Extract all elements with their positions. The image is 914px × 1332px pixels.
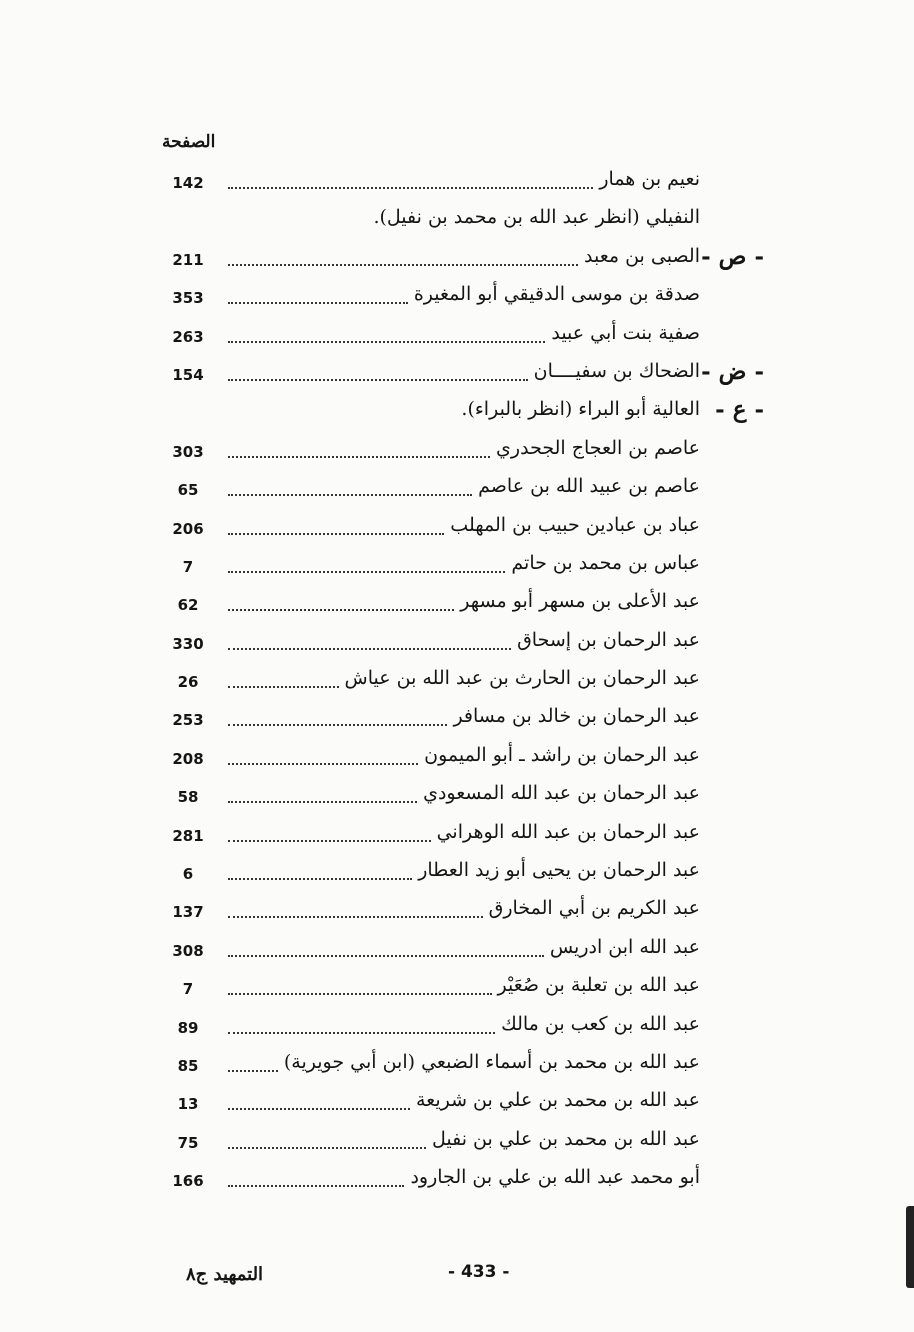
entry-page-number: 13	[177, 1095, 199, 1114]
entry-page-number: 308	[172, 941, 204, 960]
entry-page-number: 263	[172, 327, 204, 346]
leader-dots	[228, 1068, 278, 1072]
index-entry	[0, 396, 914, 434]
index-entries	[0, 166, 914, 1203]
index-entry	[0, 204, 914, 242]
index-entry	[0, 742, 914, 780]
index-entry	[0, 1011, 914, 1049]
leader-dots	[228, 531, 444, 535]
entry-name: عبد الرحمان بن راشد ـ أبو الميمون	[424, 743, 700, 766]
index-entry	[0, 857, 914, 895]
entry-page-number: 211	[172, 250, 204, 269]
leader-dots	[228, 1183, 404, 1187]
entry-page-number: 7	[182, 980, 194, 999]
entry-page-number: 142	[172, 174, 204, 192]
entry-page-number: 137	[172, 903, 204, 922]
entry-page-number: 206	[172, 519, 204, 538]
index-entry	[0, 972, 914, 1010]
entry-name: عبد الرحمان بن عبد الله الوهراني	[436, 820, 700, 843]
page-column-header: الصفحة	[162, 132, 216, 152]
index-entry	[0, 166, 914, 204]
entry-name: صدقة بن موسى الدقيقي أبو المغيرة	[413, 283, 700, 306]
leader-dots	[228, 607, 454, 611]
index-entry	[0, 627, 914, 665]
leader-dots	[228, 646, 511, 650]
index-entry	[0, 665, 914, 703]
entry-page-number: 6	[182, 865, 194, 884]
leader-dots	[228, 300, 408, 304]
entry-name: عبد الله بن كعب بن مالك	[501, 1012, 700, 1035]
leader-dots	[228, 991, 492, 995]
index-entry	[0, 1126, 914, 1164]
entry-name: عبد الله بن محمد بن علي بن نفيل	[431, 1127, 700, 1150]
entry-name: الضحاك بن سفيــــان	[533, 359, 700, 382]
section-letter: - ص -	[701, 242, 764, 270]
entry-page-number: 208	[172, 749, 204, 768]
entry-name: صفية بنت أبي عبيد	[551, 321, 700, 344]
entry-name: عبد الأعلى بن مسهر أبو مسهر	[460, 590, 700, 613]
entry-page-number: 166	[172, 1172, 204, 1191]
index-entry	[0, 780, 914, 818]
leader-dots	[228, 876, 412, 880]
index-entry	[0, 473, 914, 511]
entry-name: النفيلي (انظر عبد الله بن محمد بن نفيل).	[373, 206, 700, 229]
entry-page-number: 65	[177, 481, 199, 500]
section-letter: - ع -	[715, 396, 764, 424]
leader-dots	[228, 799, 417, 803]
entry-name: نعيم بن همار	[599, 168, 700, 190]
leader-dots	[228, 262, 578, 266]
index-entry	[0, 1049, 914, 1087]
index-entry	[0, 819, 914, 857]
entry-name: عبد الرحمان بن إسحاق	[517, 628, 700, 651]
section-letter: - ض -	[701, 357, 764, 385]
leader-dots	[228, 838, 431, 842]
book-title: التمهيد ج٨	[186, 1264, 264, 1285]
leader-dots	[228, 722, 447, 726]
index-entry	[0, 588, 914, 626]
index-entry	[0, 1087, 914, 1125]
entry-name: أبو محمد عبد الله بن علي بن الجارود	[410, 1166, 700, 1189]
index-entry	[0, 512, 914, 550]
entry-name: عبد الرحمان بن عبد الله المسعودي	[423, 782, 700, 805]
index-entry	[0, 281, 914, 319]
leader-dots	[228, 761, 418, 765]
leader-dots	[228, 684, 339, 688]
leader-dots	[228, 377, 528, 381]
entry-name: عبد الرحمان بن الحارث بن عبد الله بن عياش	[344, 667, 700, 690]
entry-name: عبد الرحمان بن يحيى أبو زيد العطار	[418, 859, 700, 882]
leader-dots	[228, 454, 490, 458]
page-number: - 433 -	[448, 1262, 510, 1282]
leader-dots	[228, 953, 544, 957]
leader-dots	[228, 185, 593, 189]
entry-name: عبد الله ابن ادريس	[549, 935, 700, 958]
index-entry	[0, 703, 914, 741]
entry-name: الصبى بن معبد	[584, 244, 700, 267]
leader-dots	[228, 339, 545, 343]
entry-page-number: 85	[177, 1056, 199, 1075]
entry-name: عبد الله بن محمد بن أسماء الضبعي (ابن أبي جويرية)	[283, 1050, 700, 1073]
index-entry	[0, 934, 914, 972]
index-entry	[0, 435, 914, 473]
entry-name: عبد الله بن تعلبة بن صُعَيْر	[497, 974, 700, 997]
entry-name: عاصم بن العجاج الجحدري	[496, 436, 700, 459]
index-entry	[0, 550, 914, 588]
leader-dots	[228, 569, 505, 573]
page-edge-mark	[906, 1206, 914, 1288]
entry-name: عبد الكريم بن أبي المخارق	[488, 897, 700, 920]
entry-page-number: 58	[177, 788, 199, 807]
leader-dots	[228, 914, 483, 918]
entry-name: العالية أبو البراء (انظر بالبراء).	[461, 398, 700, 421]
entry-page-number: 330	[172, 634, 204, 653]
entry-page-number: 154	[172, 365, 204, 384]
index-entry	[0, 358, 914, 396]
entry-page-number: 303	[172, 442, 204, 461]
leader-dots	[228, 492, 472, 496]
entry-page-number: 353	[172, 289, 204, 308]
index-entry	[0, 895, 914, 933]
entry-name: عبد الله بن محمد بن علي بن شريعة	[415, 1089, 700, 1112]
leader-dots	[228, 1106, 410, 1110]
leader-dots	[228, 1145, 426, 1149]
entry-name: عبد الرحمان بن خالد بن مسافر	[453, 705, 700, 728]
index-entry	[0, 1164, 914, 1202]
leader-dots	[228, 1030, 495, 1034]
entry-page-number: 7	[182, 557, 194, 576]
entry-page-number: 75	[177, 1133, 199, 1152]
index-entry	[0, 243, 914, 281]
index-entry	[0, 320, 914, 358]
entry-page-number: 253	[172, 711, 204, 730]
entry-name: عباس بن محمد بن حاتم	[511, 551, 700, 574]
entry-name: عباد بن عبادين حبيب بن المهلب	[450, 513, 700, 536]
entry-page-number: 62	[177, 596, 199, 615]
entry-page-number: 26	[177, 673, 199, 692]
entry-page-number: 281	[172, 826, 204, 845]
entry-page-number: 89	[177, 1018, 199, 1037]
entry-name: عاصم بن عبيد الله بن عاصم	[478, 475, 700, 498]
